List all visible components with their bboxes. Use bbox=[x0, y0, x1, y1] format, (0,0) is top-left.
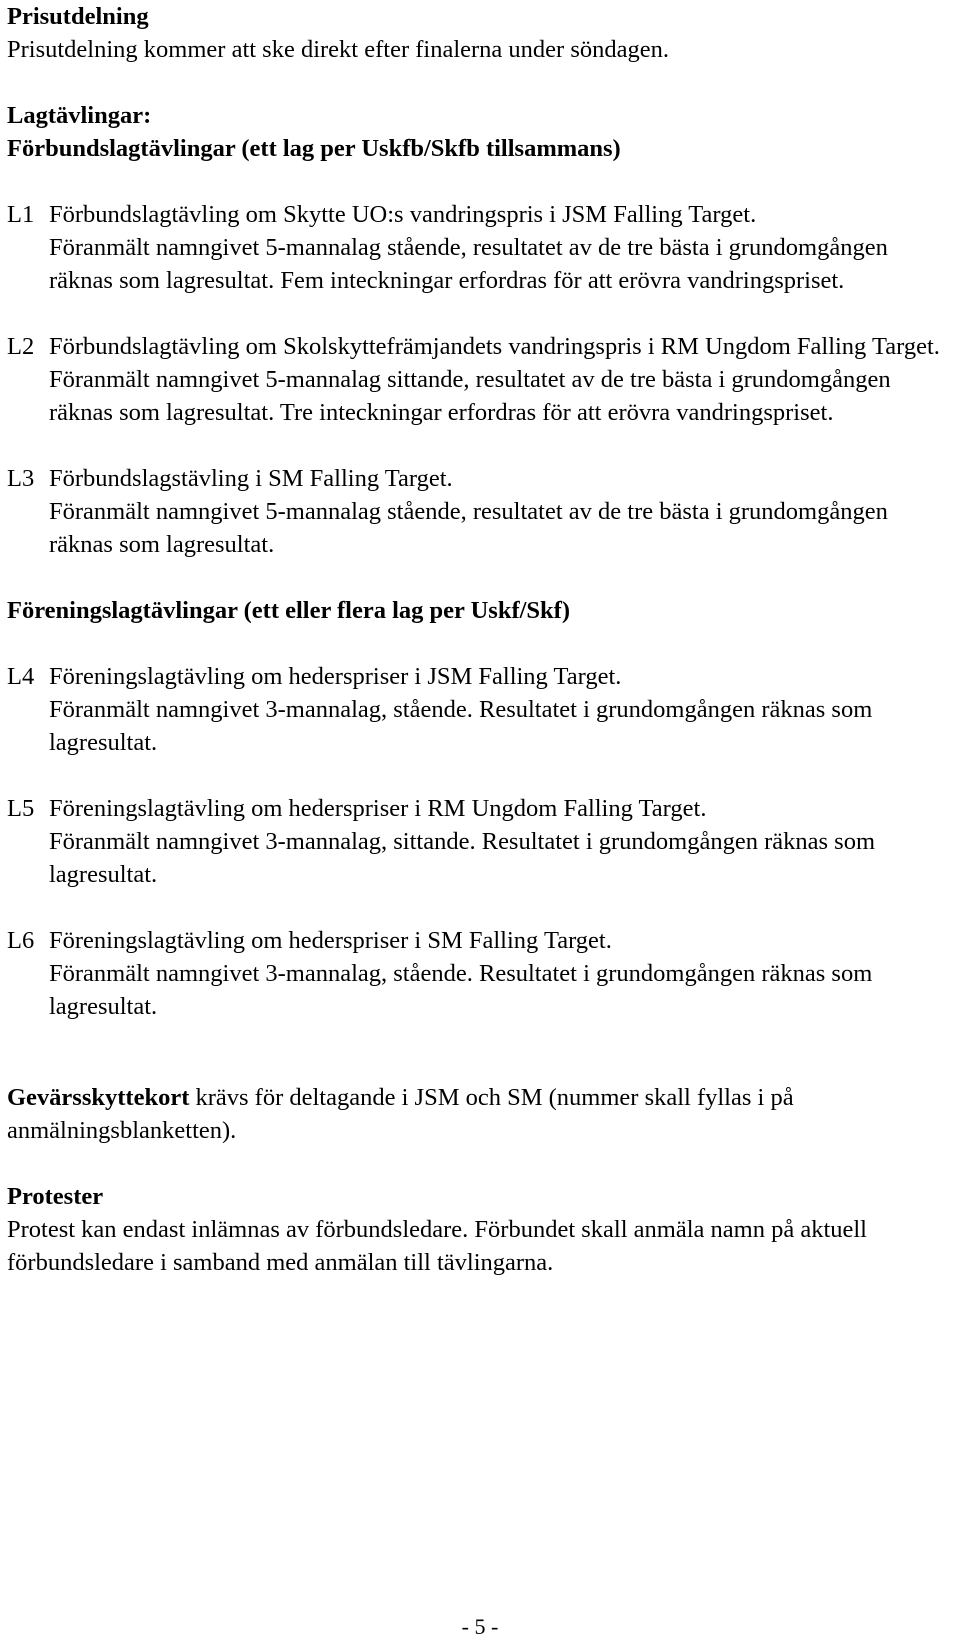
competition-code: L5 bbox=[7, 795, 35, 822]
team-competitions-heading: Lagtävlingar: bbox=[7, 102, 152, 129]
spacer bbox=[7, 165, 957, 198]
competition-item-l3 bbox=[7, 462, 957, 561]
competition-item-l1 bbox=[7, 198, 957, 297]
competition-title: Föreningslagtävling om hederspriser i RM Ungdom Falling Target. bbox=[49, 795, 707, 822]
competition-item-l6 bbox=[7, 924, 957, 1023]
competition-title: Föreningslagtävling om hederspriser i JSM Falling Target. bbox=[49, 663, 622, 690]
competition-title: Förbundslagtävling om Skolskyttefrämjandets vandringspris i RM Ungdom Falling Target. bbox=[49, 333, 940, 360]
document-page bbox=[7, 0, 957, 1279]
competition-code: L3 bbox=[7, 465, 35, 492]
competition-code: L6 bbox=[7, 927, 35, 954]
rifle-card-lead: Gevärsskyttekort bbox=[7, 1084, 190, 1111]
rifle-card-text: krävs för deltagande i JSM och SM (nummer skall fyllas i på anmälningsblanketten). bbox=[7, 1084, 794, 1144]
competition-title: Förbundslagtävling om Skytte UO:s vandringspris i JSM Falling Target. bbox=[49, 201, 757, 228]
competition-item-l4 bbox=[7, 660, 957, 759]
competition-item-l2 bbox=[7, 330, 957, 429]
federation-team-heading: Förbundslagtävlingar (ett lag per Uskfb/Skfb tillsammans) bbox=[7, 135, 621, 162]
club-team-heading: Föreningslagtävlingar (ett eller flera lag per Uskf/Skf) bbox=[7, 597, 570, 624]
competition-title: Föreningslagtävling om hederspriser i SM Falling Target. bbox=[49, 927, 612, 954]
team-competitions-section bbox=[7, 99, 957, 1023]
competition-description: Föranmält namngivet 3-mannalag, sittande. Resultatet i grundomgången räknas som lagresultat. bbox=[49, 828, 876, 888]
competition-code: L2 bbox=[7, 333, 35, 360]
protests-heading: Protester bbox=[7, 1183, 104, 1210]
competition-title: Förbundslagstävling i SM Falling Target. bbox=[49, 465, 453, 492]
rifle-card-paragraph bbox=[7, 1081, 957, 1147]
spacer bbox=[7, 627, 957, 660]
spacer bbox=[7, 1147, 957, 1180]
competition-description: Föranmält namngivet 3-mannalag, stående. Resultatet i grundomgången räknas som lagresultat. bbox=[49, 960, 873, 1020]
competition-code: L1 bbox=[7, 201, 35, 228]
prize-heading: Prisutdelning bbox=[7, 3, 149, 30]
competition-description: Föranmält namngivet 5-mannalag stående, resultatet av de tre bästa i grundomgången räknas som lagresultat. bbox=[49, 498, 888, 558]
spacer bbox=[7, 66, 957, 99]
competition-item-l5 bbox=[7, 792, 957, 891]
prize-section bbox=[7, 0, 957, 66]
competition-description: Föranmält namngivet 5-mannalag stående, resultatet av de tre bästa i grundomgången räknas som lagresultat. Fem inteckningar erfordras för att erövra vandringspriset. bbox=[49, 234, 888, 294]
competition-code: L4 bbox=[7, 663, 35, 690]
protests-section bbox=[7, 1180, 957, 1279]
prize-text: Prisutdelning kommer att ske direkt efter finalerna under söndagen. bbox=[7, 36, 669, 63]
spacer bbox=[7, 1056, 957, 1081]
competition-description: Föranmält namngivet 3-mannalag, stående. Resultatet i grundomgången räknas som lagresultat. bbox=[49, 696, 873, 756]
protests-text: Protest kan endast inlämnas av förbundsledare. Förbundet skall anmäla namn på aktuell förbundsledare i samband med anmälan till tävlingarna. bbox=[7, 1216, 867, 1276]
competition-description: Föranmält namngivet 5-mannalag sittande, resultatet av de tre bästa i grundomgången räknas som lagresultat. Tre inteckningar erfordras för att erövra vandringspriset. bbox=[49, 366, 891, 426]
page-number: - 5 - bbox=[461, 1614, 499, 1639]
